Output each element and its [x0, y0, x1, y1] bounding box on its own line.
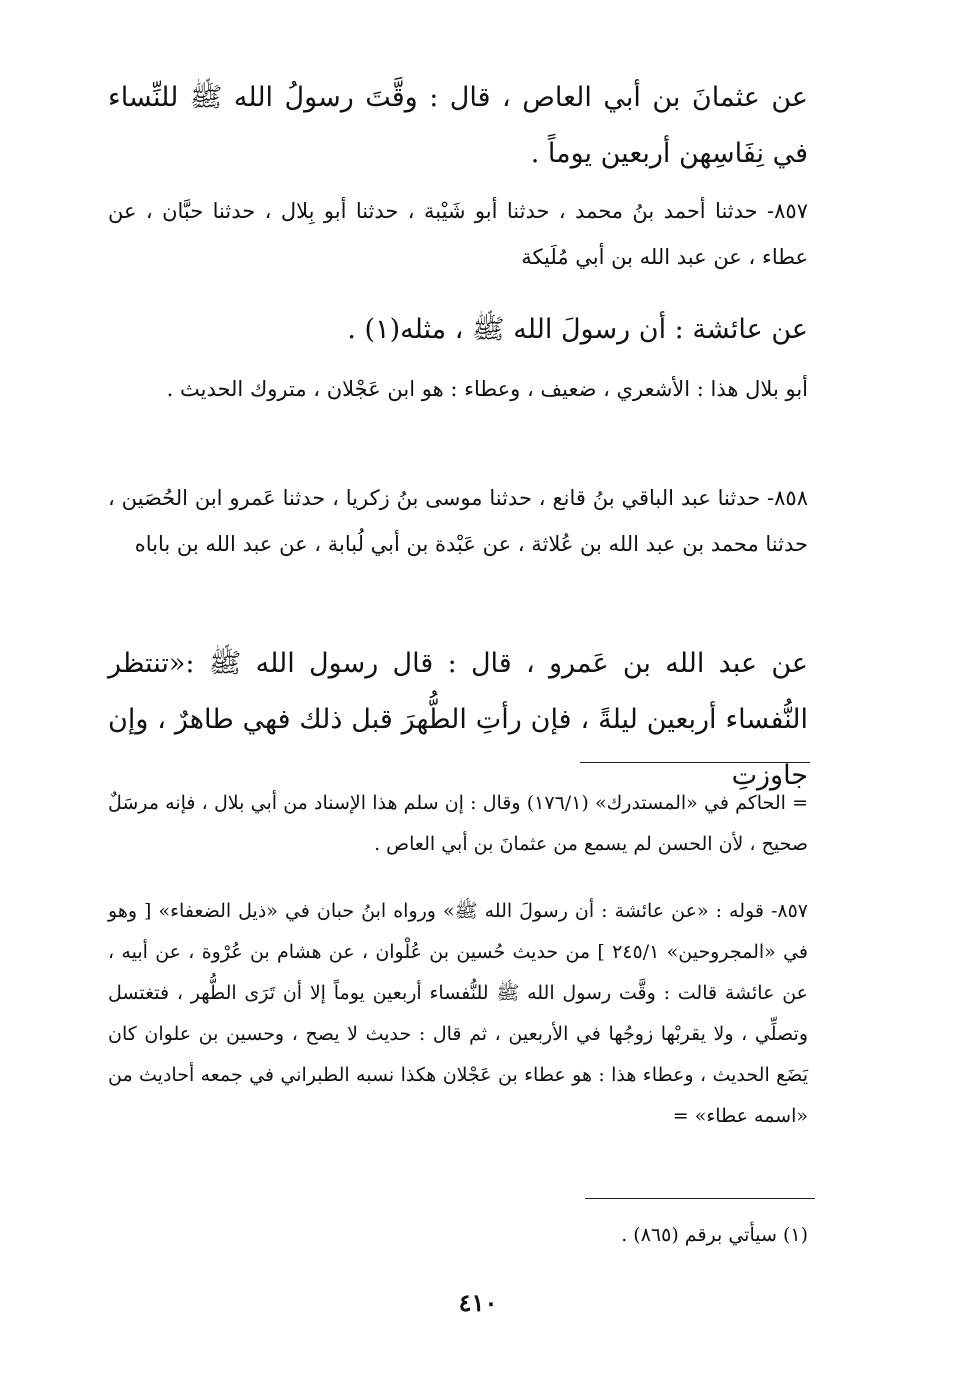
commentary-abu-bilal: أبو بلال هذا : الأشعري ، ضعيف ، وعطاء : هو ابن عَجْلان ، متروك الحديث .: [166, 377, 808, 401]
footnote-857: ٨٥٧- قوله : «عن عائشة : أن رسولَ الله ﷺ» ورواه ابنُ حبان في «ذيل الضعفاء» [ وهو في «المجروحين» ٢٤٥/١ ] من حديث حُسين بن عُلْوان ، عن هشام بن عُرْوة ، عن أبيه ، عن عائشة قالت : وقَّت رسول الله ﷺ للنُّفساء أربعين يوماً إلا أن تَرَى الطُّهر ، فتغتسل وتصلِّي ، ولا يقربْها زوجُها في الأربعين ، ثم قال : حديث لا يصح ، وحسين بن علوان كان يَضَع الحديث ، وعطاء هذا : هو عطاء بن عَجْلان هكذا نسبه الطبراني في جمعه أحاديث من «اسمه عطاء» =: [108, 900, 808, 1127]
isnad-857: ٨٥٧- حدثنا أحمد بنُ محمد ، حدثنا أبو شَيْبة ، حدثنا أبو بِلال ، حدثنا حبَّان ، عن عطاء ، عن عبد الله بن أبي مُلَيكة: [108, 199, 808, 269]
footnote-separator: [580, 762, 810, 763]
isnad-858: ٨٥٨- حدثنا عبد الباقي بنُ قانع ، حدثنا موسى بنُ زكريا ، حدثنا عَمرو ابن الحُصَين ، حدثنا محمد بن عبد الله بن عُلاثة ، عن عَبْدة بن أبي لُبابة ، عن عبد الله بن باباه: [108, 486, 808, 556]
footnote-continued-hakim: = الحاكم في «المستدرك» (١٧٦/١) وقال : إن سلم هذا الإسناد من أبي بلال ، فإنه مرسَلٌ صحيح ، لأن الحسن لم يسمع من عثمانَ بن أبي العاص .: [108, 792, 808, 855]
page-number: ٤١٠: [458, 1288, 498, 1317]
hadith-text-aisha: عن عائشة : أن رسولَ الله ﷺ ، مثله(١) .: [347, 314, 808, 345]
footnote-1: (١) سيأتي برقم (٨٦٥) .: [621, 1224, 808, 1246]
hadith-text-uthman: عن عثمانَ بن أبي العاص ، قال : وقَّتَ رسولُ الله ﷺ للنِّساء في نِفَاسِهن أربعين يوماً .: [108, 82, 808, 169]
hadith-text-abdullah-bin-amr: عن عبد الله بن عَمرو ، قال : قال رسول الله ﷺ :«تنتظر النُّفساء أربعين ليلةً ، فإن رأتِ الطُّهرَ قبل ذلك فهي طاهرٌ ، وإن جاوزتِ: [108, 648, 808, 791]
footnote-separator-short: [585, 1198, 815, 1199]
